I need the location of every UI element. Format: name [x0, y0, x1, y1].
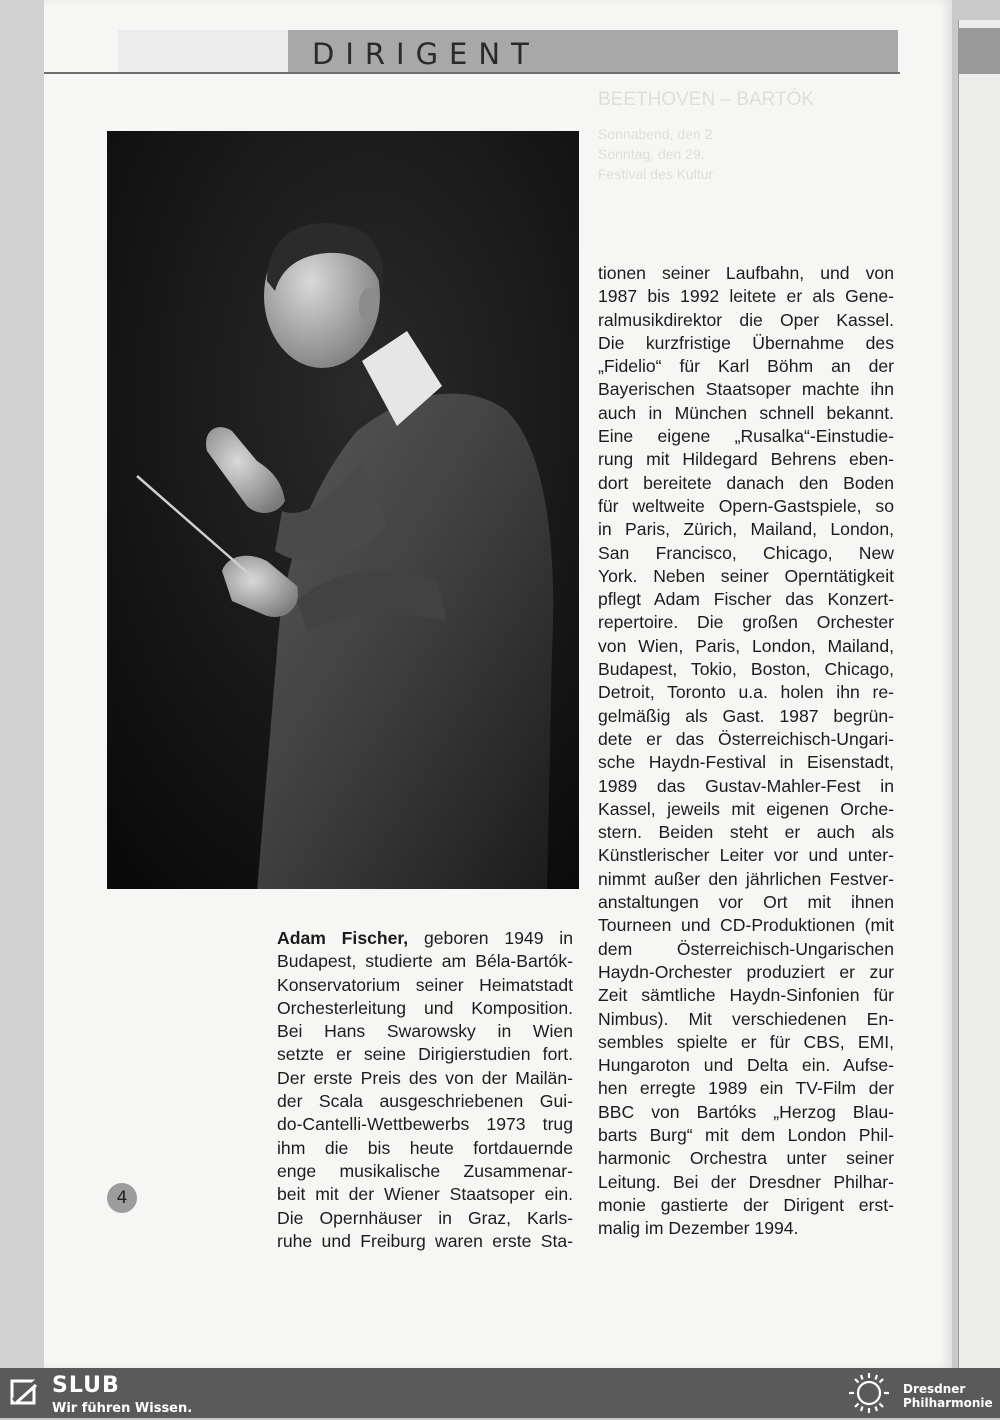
bio-line: malig im Dezember 1994.: [598, 1218, 799, 1239]
bio-line: nimmt außer den jährlichen Festver-: [598, 868, 894, 889]
bio-line: enge musikalische Zusammenar-: [277, 1160, 573, 1181]
show-through-text: [598, 90, 814, 184]
show-through-line: Sonntag, den 29.: [598, 146, 705, 162]
bio-line: Detroit, Toronto u.a. holen ihn re-: [598, 682, 894, 703]
dresdner-philharmonie-name[interactable]: [903, 1382, 993, 1410]
bio-line: anstaltungen vor Ort mit ihnen: [598, 892, 894, 913]
bio-line: Der erste Preis des von der Mailän-: [277, 1067, 573, 1088]
bio-line: Eine eigene „Rusalka“-Einstudie-: [598, 426, 894, 447]
bio-line: Die Opernhäuser in Graz, Karls-: [277, 1207, 573, 1228]
next-page-edge: [958, 20, 1000, 1368]
bio-line: dete er das Österreichisch-Ungari-: [598, 728, 894, 749]
bio-line: Künstlerischer Leiter vor und unter-: [598, 845, 894, 866]
bio-line: ralmusikdirektor die Oper Kassel.: [598, 309, 894, 330]
bio-line: ihm die bis heute fortdauernde: [277, 1137, 573, 1158]
scan-edge-left: [0, 0, 44, 1368]
biography-right-column: [598, 262, 894, 1240]
bio-line: auch in München schnell bekannt.: [598, 402, 894, 423]
bio-line: gelmäßig als Gast. 1987 begrün-: [598, 705, 894, 726]
bio-line: Orchesterleitung und Komposition.: [277, 997, 573, 1018]
bio-line: York. Neben seiner Operntätigkeit: [598, 565, 894, 586]
conductor-photo-icon: [107, 131, 579, 889]
conductor-photo: [107, 131, 579, 889]
bio-line: Bei Hans Swarowsky in Wien: [277, 1021, 573, 1042]
bio-line: BBC von Bartóks „Herzog Blau-: [598, 1101, 894, 1122]
section-title: DIRIGENT: [312, 37, 540, 71]
bio-line: Hungaroton und Delta ein. Aufse-: [598, 1055, 894, 1076]
bio-line: 1987 bis 1992 leitete er als Gene-: [598, 286, 894, 307]
bio-line: Haydn-Orchester produziert er zur: [598, 961, 894, 982]
bio-line: „Fidelio“ für Karl Böhm an der: [598, 356, 894, 377]
bio-line: von Wien, Paris, London, Mailand,: [598, 635, 894, 656]
bio-line: Nimbus). Mit verschiedenen En-: [598, 1008, 894, 1029]
show-through-line: BEETHOVEN – BARTÓK: [598, 89, 815, 110]
bio-line-intro: [277, 927, 573, 950]
bio-line: Leitung. Bei der Dresdner Philhar-: [598, 1171, 894, 1192]
bio-line: do-Cantelli-Wettbewerbs 1973 trug: [277, 1114, 573, 1135]
conductor-name: Adam Fischer,: [277, 928, 409, 948]
bio-line: rung mit Hildegard Behrens eben-: [598, 449, 894, 470]
slub-tagline: Wir führen Wissen.: [52, 1401, 193, 1416]
dresdner-philharmonie-logo-icon[interactable]: [842, 1370, 896, 1420]
bio-line: pflegt Adam Fischer das Konzert-: [598, 589, 894, 610]
bio-line: hen erregte 1989 ein TV-Film der: [598, 1078, 894, 1099]
biography-left-column: [277, 927, 573, 1253]
bio-line: harmonic Orchestra unter seiner: [598, 1148, 894, 1169]
bio-line: San Francisco, Chicago, New: [598, 542, 894, 563]
bio-line: Tourneen und CD-Produktionen (mit: [598, 915, 894, 936]
bio-line: Bayerischen Staatsoper machte ihn: [598, 379, 894, 400]
bio-line: für weltweite Opern-Gastspiele, so: [598, 495, 894, 516]
bio-text: geboren 1949 in: [408, 928, 573, 948]
bio-line: sembles spielte er für CBS, EMI,: [598, 1031, 894, 1052]
bio-line: Zeit sämtliche Haydn-Sinfonien für: [598, 985, 894, 1006]
bio-line: repertoire. Die großen Orchester: [598, 612, 894, 633]
dp-name-line2: Philharmonie: [903, 1396, 993, 1410]
slub-logo-icon[interactable]: [10, 1377, 42, 1413]
bio-line: Budapest, Tokio, Boston, Chicago,: [598, 659, 894, 680]
bio-line: Die kurzfristige Übernahme des: [598, 332, 894, 353]
bio-line: beit mit der Wiener Staatsoper ein.: [277, 1184, 573, 1205]
bio-line: Budapest, studierte am Béla-Bartók-: [277, 951, 573, 972]
bio-line: der Scala ausgeschriebenen Gui-: [277, 1091, 573, 1112]
bio-line: dem Österreichisch-Ungarischen: [598, 938, 894, 959]
bio-line: Konservatorium seiner Heimatstadt: [277, 974, 573, 995]
bio-line: stern. Beiden steht er auch als: [598, 822, 894, 843]
show-through-line: Sonnabend, den 2: [598, 126, 713, 142]
bio-line: in Paris, Zürich, Mailand, London,: [598, 519, 894, 540]
header-rule: [44, 72, 900, 74]
bio-line: sche Haydn-Festival in Eisenstadt,: [598, 752, 894, 773]
bio-line: dort bereitete danach den Boden: [598, 472, 894, 493]
bio-line: tionen seiner Laufbahn, und von: [598, 263, 894, 283]
header-faint-band: [118, 30, 288, 74]
bio-line: 1989 das Gustav-Mahler-Fest in: [598, 775, 894, 796]
dp-name-line1: Dresdner: [903, 1382, 966, 1396]
bio-line: barts Burg“ mit dem London Phil-: [598, 1124, 894, 1145]
bio-line: monie gastierte der Dirigent erst-: [598, 1194, 894, 1215]
slub-name[interactable]: SLUB: [52, 1373, 120, 1398]
bio-line: Kassel, jeweils mit eigenen Orche-: [598, 798, 894, 819]
show-through-line: Festival des Kultur: [598, 166, 714, 182]
bio-line: ruhe und Freiburg waren erste Sta-: [277, 1230, 573, 1251]
page-number: 4: [107, 1183, 137, 1213]
bio-line: setzte er seine Dirigierstudien fort.: [277, 1044, 573, 1065]
